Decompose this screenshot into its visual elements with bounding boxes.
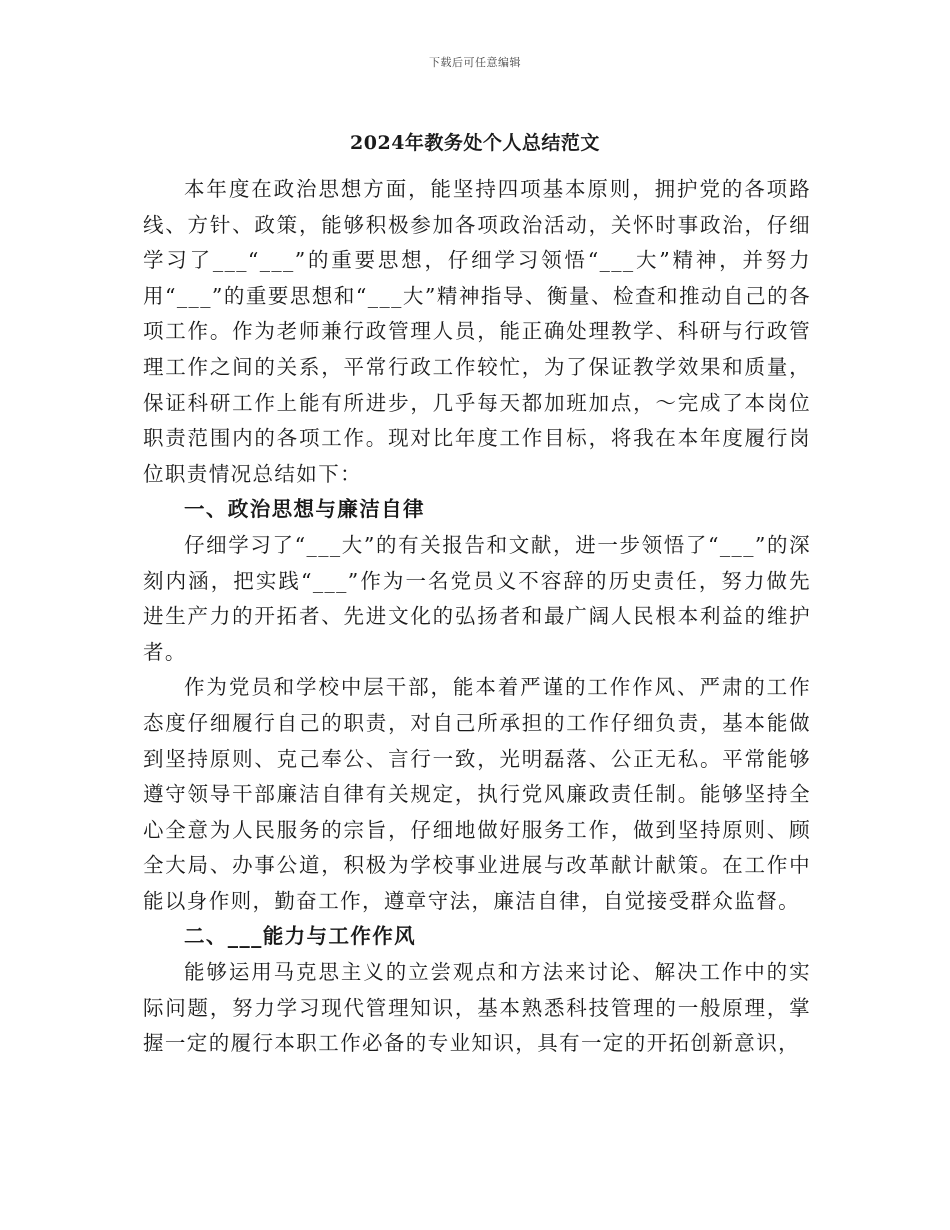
section-heading-2: 二、___能力与工作作风 — [184, 924, 417, 949]
paragraph-ability: 能够运用马克思主义的立尝观点和方法来讨论、解决工作中的实际问题，努力学习现代管理知识，基本熟悉科技管理的一般原理，掌握一定的履行本职工作必备的专业知识，具有一定的开拓创新意识， — [143, 960, 811, 1056]
paragraph-intro: 本年度在政治思想方面，能坚持四项基本原则，拥护党的各项路线、方针、政策，能够积极参加各项政治活动，关怀时事政治，仔细学习了___“___”的重要思想，仔细学习领悟“___大”精神，并努力用“___”的重要思想和“___大”精神指导、衡量、检查和推动自己的各项工作。作为老师兼行政管理人员，能正确处理教学、科研与行政管理工作之间的关系，平常行政工作较忙，为了保证教学效果和质量，保证科研工作上能有所进步，几乎每天都加班加点，～完成了本岗位职责范围内的各项工作。现对比年度工作目标，将我在本年度履行岗位职责情况总结如下： — [143, 177, 811, 486]
paragraph-study: 仔细学习了“___大”的有关报告和文献，进一步领悟了“___”的深刻内涵，把实践“___”作为一名党员义不容辞的历史责任，努力做先进生产力的开拓者、先进文化的弘扬者和最广阔人民根本利益的维护者。 — [143, 532, 811, 664]
document-title: 2024年教务处个人总结范文 — [350, 132, 600, 154]
document-body — [143, 172, 811, 1062]
paragraph-duty: 作为党员和学校中层干部，能本着严谨的工作作风、严肃的工作态度仔细履行自己的职责，对自己所承担的工作仔细负责，基本能做到坚持原则、克己奉公、言行一致，光明磊落、公正无私。平常能够遵守领导干部廉洁自律有关规定，执行党风廉政责任制。能够坚持全心全意为人民服务的宗旨，仔细地做好服务工作，做到坚持原则、顾全大局、办事公道，积极为学校事业进展与改革献计献策。在工作中能以身作则，勤奋工作，遵章守法，廉洁自律，自觉接受群众监督。 — [143, 675, 811, 913]
section-heading-1: 一、政治思想与廉洁自律 — [184, 497, 425, 522]
header-note: 下载后可任意编辑 — [429, 56, 521, 69]
